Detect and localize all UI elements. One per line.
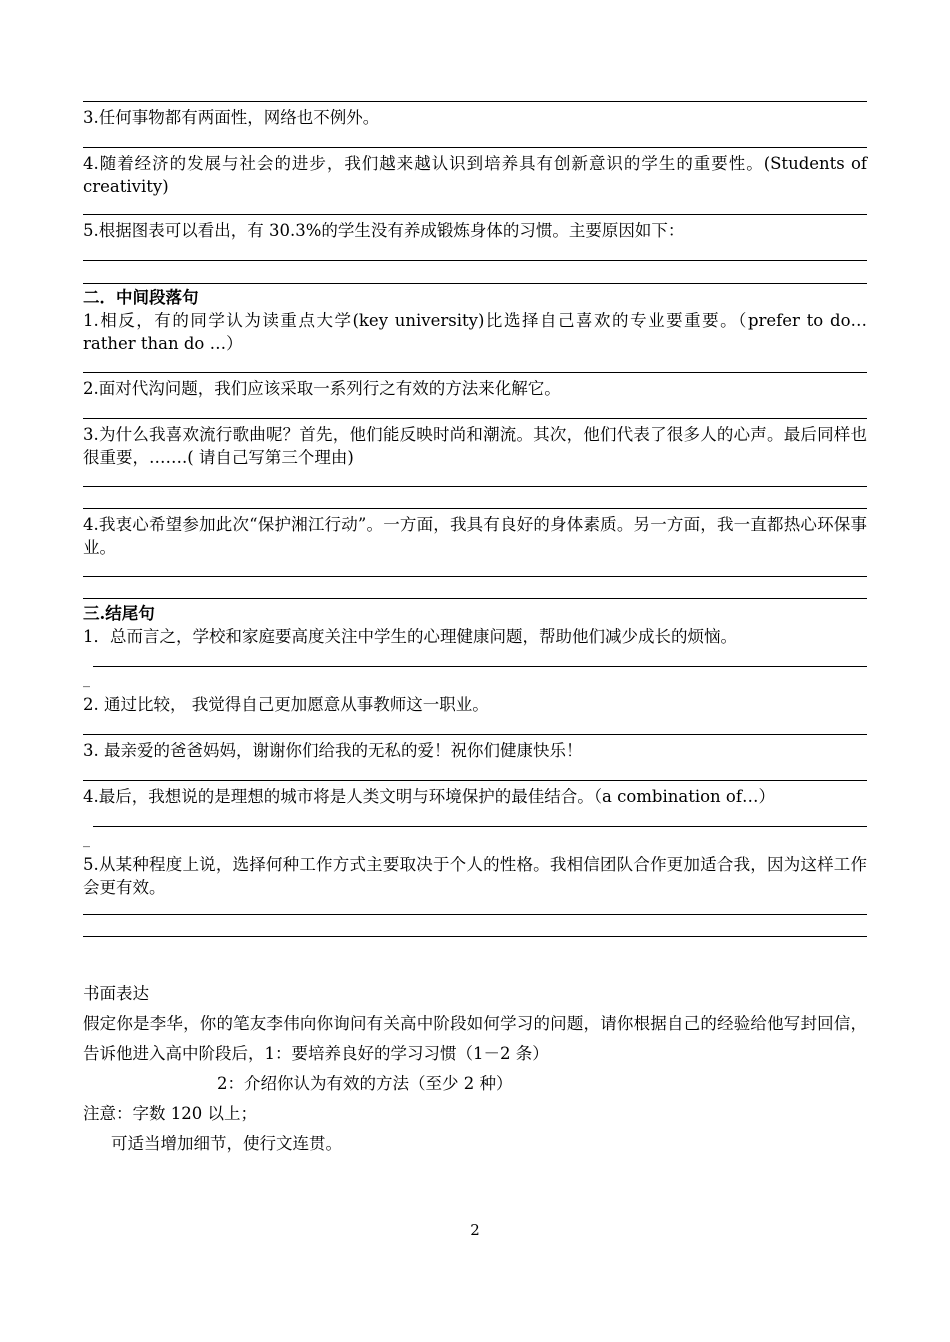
- sentence-item: 2. 通过比较， 我觉得自己更加愿意从事教师这一职业。: [83, 695, 489, 714]
- answer-line: [93, 826, 867, 827]
- answer-line: [93, 666, 867, 667]
- answer-line: [83, 936, 867, 937]
- document-page: [83, 0, 873, 1342]
- writing-point-two: 2：介绍你认为有效的方法（至少 2 种）: [217, 1074, 513, 1093]
- page-number: 2: [470, 1221, 480, 1239]
- sentence-item: 3.为什么我喜欢流行歌曲呢？首先，他们能反映时尚和潮流。其次，他们代表了很多人的心声。最后同样也很重要，…….( 请自己写第三个理由): [83, 425, 867, 467]
- answer-line: [83, 283, 867, 284]
- underscore-mark: _: [83, 832, 90, 848]
- sentence-item: 4.最后，我想说的是理想的城市将是人类文明与环境保护的最佳结合。（a combination of…）: [83, 787, 775, 806]
- sentence-item: 2.面对代沟问题，我们应该采取一系列行之有效的方法来化解它。: [83, 379, 561, 398]
- writing-note: 注意：字数 120 以上；: [83, 1104, 257, 1123]
- answer-line: [83, 372, 867, 373]
- sentence-item: 5.根据图表可以看出，有 30.3%的学生没有养成锻炼身体的习惯。主要原因如下：: [83, 221, 685, 240]
- answer-line: [83, 780, 867, 781]
- sentence-item: 4.我衷心希望参加此次“保护湘江行动”。一方面，我具有良好的身体素质。另一方面，我一直都热心环保事业。: [83, 515, 867, 557]
- sentence-item: 3.任何事物都有两面性，网络也不例外。: [83, 108, 380, 127]
- answer-line: [83, 147, 867, 148]
- sentence-item: 4.随着经济的发展与社会的进步，我们越来越认识到培养具有创新意识的学生的重要性。(Students of creativity): [83, 154, 873, 196]
- answer-line: [83, 576, 867, 577]
- answer-line: [83, 214, 867, 215]
- writing-title: 书面表达: [83, 984, 149, 1003]
- sentence-item: 5.从某种程度上说，选择何种工作方式主要取决于个人的性格。我相信团队合作更加适合我，因为这样工作会更有效。: [83, 855, 867, 897]
- answer-line: [83, 486, 867, 487]
- sentence-item: 3. 最亲爱的爸爸妈妈，谢谢你们给我的无私的爱！祝你们健康快乐！: [83, 741, 583, 760]
- answer-line: [83, 418, 867, 419]
- sentence-item: 1.相反，有的同学认为读重点大学(key university)比选择自己喜欢的专业要重要。（prefer to do…rather than do …）: [83, 311, 867, 353]
- answer-line: [83, 260, 867, 261]
- section-heading: 三.结尾句: [83, 604, 155, 623]
- answer-line: [83, 914, 867, 915]
- answer-line: [83, 598, 867, 599]
- answer-line: [83, 734, 867, 735]
- underscore-mark: _: [83, 672, 90, 688]
- writing-prompt: 假定你是李华，你的笔友李伟向你询问有关高中阶段如何学习的问题，请你根据自己的经验给他写封回信，告诉他进入高中阶段后，1：要培养良好的学习习惯（1－2 条）: [83, 1014, 867, 1063]
- section-heading: 二．中间段落句: [83, 288, 199, 307]
- writing-note-two: 可适当增加细节，使行文连贯。: [111, 1134, 342, 1153]
- answer-line: [83, 508, 867, 509]
- answer-line: [83, 101, 867, 102]
- sentence-item: 1．总而言之，学校和家庭要高度关注中学生的心理健康问题，帮助他们减少成长的烦恼。: [83, 627, 737, 646]
